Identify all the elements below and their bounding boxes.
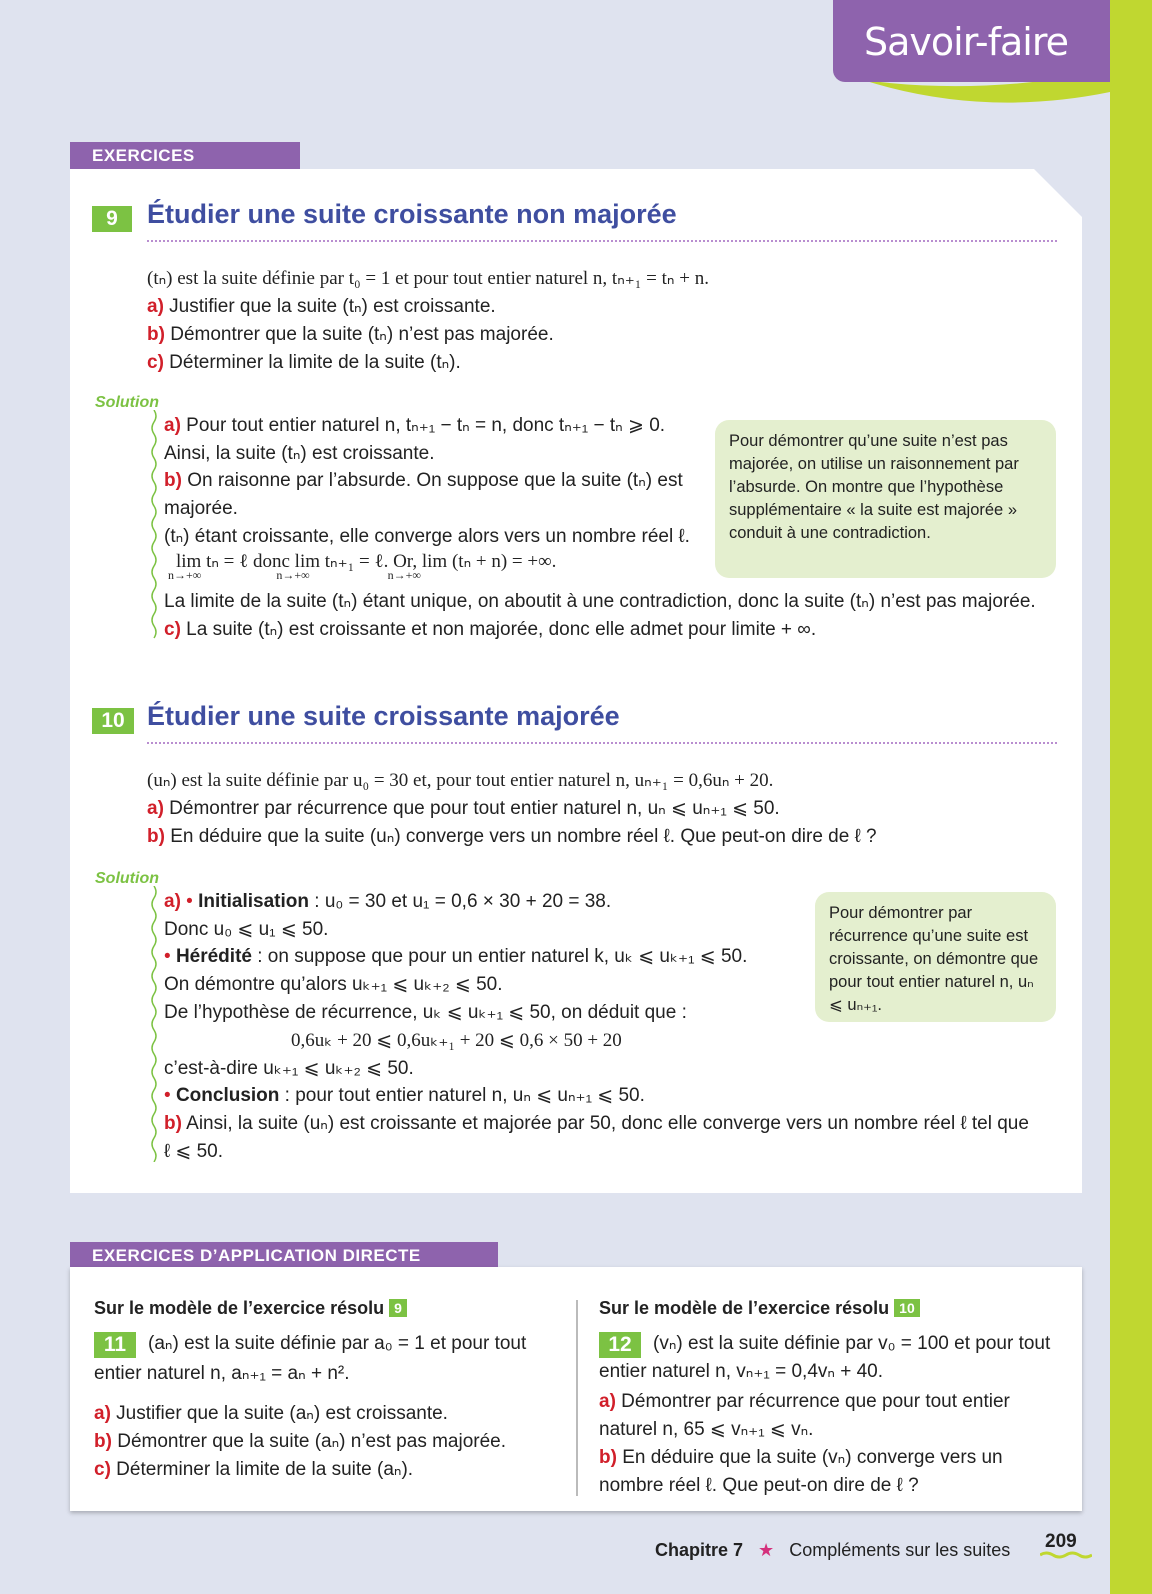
solution-equation: 0,6uₖ + 20 ⩽ 0,6uₖ₊₁ + 20 ⩽ 0,6 × 50 + 20 [291, 1030, 622, 1051]
title-underline [147, 742, 1057, 744]
solution-line: ℓ ⩽ 50. [164, 1141, 224, 1162]
solution-line: c’est-à-dire uₖ₊₁ ⩽ uₖ₊₂ ⩽ 50. [164, 1058, 414, 1079]
solution-line [164, 467, 683, 495]
section-title: Savoir-faire [864, 20, 1068, 64]
solution-line: La limite de la suite (tₙ) étant unique, on aboutit à une contradiction, donc la suite (tₙ) n’est pas majorée. [164, 591, 1036, 612]
question-a [94, 1400, 448, 1428]
statement-line: entier naturel n, aₙ₊₁ = aₙ + n². [94, 1363, 350, 1384]
statement-line: entier naturel n, vₙ₊₁ = 0,4vₙ + 40. [599, 1361, 884, 1382]
solution-line [164, 888, 611, 916]
star-icon: ★ [758, 1540, 775, 1560]
model-reference [94, 1298, 407, 1319]
solution-text: : u₀ = 30 et u₁ = 0,6 × 30 + 20 = 38. [308, 891, 612, 912]
question-b-cont: nombre réel ℓ. Que peut-on dire de ℓ ? [599, 1475, 919, 1496]
question-text: Déterminer la limite de la suite (aₙ). [110, 1459, 414, 1480]
model-ref-badge: 10 [894, 1299, 920, 1317]
question-label: a) [599, 1391, 616, 1412]
exercise-number-badge: 10 [92, 708, 134, 734]
method-note: Pour démontrer par récurrence qu’une suite est croissante, on démontre que pour tout entier naturel n, uₙ ⩽ uₙ₊₁. [815, 892, 1056, 1022]
question-label: a) [147, 798, 164, 819]
question-text: Justifier que la suite (aₙ) est croissante. [110, 1403, 448, 1424]
solution-line: Donc u₀ ⩽ u₁ ⩽ 50. [164, 919, 329, 940]
exercise-number-badge: 9 [92, 206, 132, 232]
question-label: b) [147, 826, 165, 847]
question-label: b) [599, 1447, 617, 1468]
side-color-band [1110, 0, 1152, 1594]
limit-subscripts: n→+∞ n→+∞ n→+∞ [168, 568, 421, 582]
exercise-number-badge: 11 [94, 1332, 136, 1358]
statement-line: (uₙ) est la suite définie par u₀ = 30 et, pour tout entier naturel n, uₙ₊₁ = 0,6uₙ + 20. [147, 770, 774, 791]
exercise-title: Étudier une suite croissante non majorée [147, 199, 677, 229]
answer-label: a) [164, 415, 181, 436]
solution-text: : pour tout entier naturel n, uₙ ⩽ uₙ₊₁ ⩽ 50. [279, 1085, 645, 1106]
question-text: En déduire que la suite (uₙ) converge vers un nombre réel ℓ. Que peut-on dire de ℓ ? [164, 826, 877, 847]
bullet: • [164, 1085, 176, 1106]
question-c [94, 1456, 413, 1484]
chapter-topic: Compléments sur les suites [789, 1540, 1011, 1560]
bullet: • [180, 891, 199, 912]
answer-label: c) [164, 619, 181, 640]
exercise-title: Étudier une suite croissante majorée [147, 701, 620, 731]
model-label: Sur le modèle de l’exercice résolu [599, 1298, 890, 1318]
solution-line: On démontre qu’alors uₖ₊₁ ⩽ uₖ₊₂ ⩽ 50. [164, 974, 503, 995]
exercise-number-badge: 12 [599, 1332, 641, 1358]
statement-line: (vₙ) est la suite définie par v₀ = 100 et pour tout [653, 1333, 1051, 1354]
question-a [147, 293, 496, 321]
question-b [599, 1444, 1003, 1472]
statement-line: (aₙ) est la suite définie par a₀ = 1 et pour tout [148, 1333, 527, 1354]
step-name: Hérédité [175, 946, 252, 967]
solution-line: Ainsi, la suite (tₙ) est croissante. [164, 443, 435, 464]
section-tab [833, 0, 1110, 106]
question-label: c) [147, 352, 164, 373]
question-text: En déduire que la suite (vₙ) converge vers un [616, 1447, 1003, 1468]
step-name: Initialisation [198, 891, 309, 912]
model-ref-badge: 9 [389, 1299, 407, 1317]
solution-wavy-line [149, 886, 159, 1162]
solution-line: (tₙ) étant croissante, elle converge alors vers un nombre réel ℓ. [164, 526, 690, 547]
model-label: Sur le modèle de l’exercice résolu [94, 1298, 385, 1318]
question-label: a) [147, 296, 164, 317]
direct-exercises-header: EXERCICES D’APPLICATION DIRECTE [70, 1242, 498, 1270]
question-text: Justifier que la suite (tₙ) est croissante. [163, 296, 496, 317]
solution-text: La suite (tₙ) est croissante et non majorée, donc elle admet pour limite + ∞. [180, 619, 817, 640]
chapter-label: Chapitre 7 [655, 1540, 744, 1560]
question-c [147, 349, 461, 377]
answer-label: b) [164, 470, 182, 491]
statement-line: (tₙ) est la suite définie par t₀ = 1 et pour tout entier naturel n, tₙ₊₁ = tₙ + n. [147, 268, 709, 289]
solution-line [164, 1110, 1029, 1138]
step-name: Conclusion [175, 1085, 280, 1106]
page-number: 209 [1045, 1531, 1077, 1552]
question-b [94, 1428, 506, 1456]
solution-text: Ainsi, la suite (uₙ) est croissante et majorée par 50, donc elle converge vers un nombre réel ℓ tel que [181, 1113, 1029, 1134]
question-a [147, 795, 780, 823]
solution-label: Solution [95, 394, 159, 411]
solution-line [164, 412, 665, 440]
question-text: Déterminer la limite de la suite (tₙ). [163, 352, 461, 373]
question-text: Démontrer que la suite (aₙ) n’est pas majorée. [111, 1431, 507, 1452]
title-underline [147, 240, 1057, 242]
answer-label: b) [164, 1113, 182, 1134]
question-b [147, 823, 877, 851]
question-a-cont: naturel n, 65 ⩽ vₙ₊₁ ⩽ vₙ. [599, 1419, 814, 1440]
method-note: Pour démontrer qu’une suite n’est pas majorée, on utilise un raisonnement par l’absurde. On montre que l’hypothèse supplémentaire « la suite est majorée » conduit à une contradiction. [715, 420, 1056, 578]
solution-text: : on suppose que pour un entier naturel k, uₖ ⩽ uₖ₊₁ ⩽ 50. [251, 946, 748, 967]
solution-line: De l’hypothèse de récurrence, uₖ ⩽ uₖ₊₁ ⩽ 50, on déduit que : [164, 1002, 687, 1023]
resolved-exercises-header: EXERCICES [70, 142, 300, 170]
solution-line [164, 943, 747, 971]
question-a [599, 1388, 1010, 1416]
solution-line [164, 616, 816, 644]
solution-line: majorée. [164, 498, 238, 519]
page-footer [655, 1540, 1010, 1561]
solution-line [164, 1082, 645, 1110]
question-label: a) [94, 1403, 111, 1424]
solution-label: Solution [95, 870, 159, 887]
question-label: c) [94, 1459, 111, 1480]
question-label: b) [147, 324, 165, 345]
bullet: • [164, 946, 176, 967]
answer-label: a) [164, 891, 181, 912]
question-b [147, 321, 554, 349]
question-text: Démontrer que la suite (tₙ) n’est pas majorée. [164, 324, 554, 345]
limit-line: lim tₙ = ℓ donc lim tₙ₊₁ = ℓ. Or, lim (tₙ + n) = +∞. [176, 551, 557, 572]
question-text: Démontrer par récurrence que pour tout entier naturel n, uₙ ⩽ uₙ₊₁ ⩽ 50. [163, 798, 780, 819]
solution-text: Pour tout entier naturel n, tₙ₊₁ − tₙ = n, donc tₙ₊₁ − tₙ ⩾ 0. [180, 415, 666, 436]
model-reference [599, 1298, 920, 1319]
question-text: Démontrer par récurrence que pour tout entier [615, 1391, 1010, 1412]
question-label: b) [94, 1431, 112, 1452]
column-divider [576, 1300, 578, 1496]
solution-text: On raisonne par l’absurde. On suppose que la suite (tₙ) est [181, 470, 683, 491]
solution-wavy-line [149, 410, 159, 640]
